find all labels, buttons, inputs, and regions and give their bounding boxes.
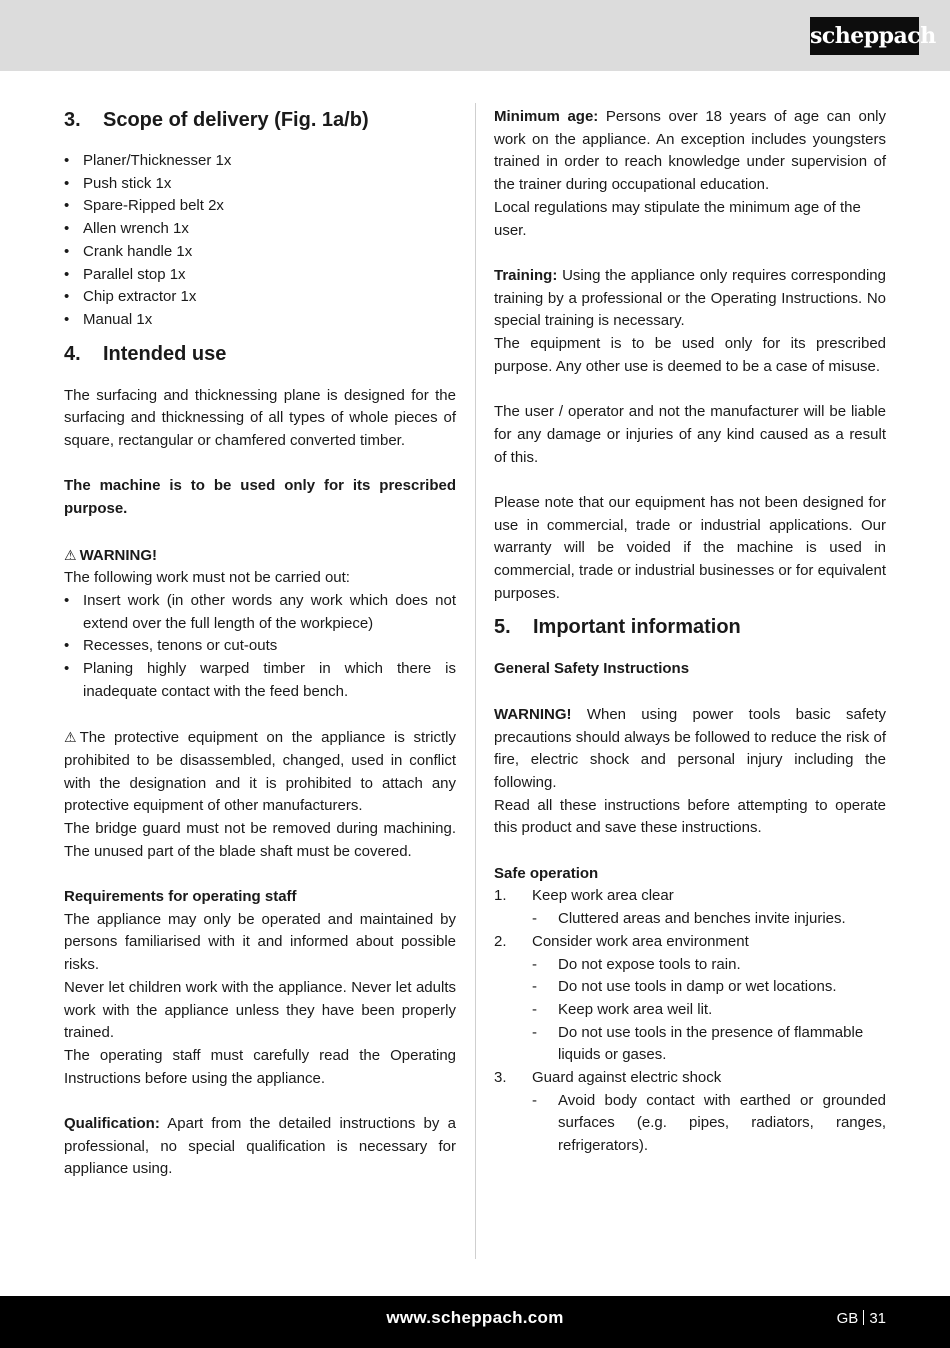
section-4-heading	[64, 340, 456, 368]
qualification-label: Qualification:	[64, 1115, 160, 1133]
list-item: • Chip extractor 1x	[64, 286, 456, 309]
minimum-age-paragraph	[494, 106, 886, 197]
list-item: • Crank handle 1x	[64, 241, 456, 264]
training-text: Using the appliance only requires corresponding training by a professional or the Operating Instructions. No special training is necessary.	[494, 266, 886, 330]
list-item: • Recesses, tenons or cut-outs	[64, 635, 456, 658]
sub-item: - Do not expose tools to rain.	[532, 954, 886, 977]
scheppach-logo: scheppach	[810, 17, 919, 55]
section-number: 3.	[64, 109, 81, 131]
left-column	[64, 106, 456, 1181]
local-regulations-paragraph: Local regulations may stipulate the minimum age of the user.	[494, 198, 861, 239]
section-number: 4.	[64, 342, 81, 365]
sub-list	[532, 908, 886, 931]
website-link[interactable]: www.scheppach.com	[386, 1308, 564, 1327]
commercial-use-paragraph: Please note that our equipment has not been designed for use in commercial, trade or industrial applications. Our warranty will be voided if the machine is used in commercial, trade or industrial businesses or for equivalent purposes.	[494, 493, 886, 602]
delivery-list	[64, 150, 456, 332]
prescribed-purpose-note: The machine is to be used only for its prescribed purpose.	[64, 477, 456, 518]
footer-bar	[0, 1296, 950, 1348]
warning-heading	[64, 544, 456, 568]
warning-intro: The following work must not be carried out:	[64, 569, 350, 587]
warning-label: WARNING!	[494, 705, 572, 723]
list-item: • Spare-Ripped belt 2x	[64, 195, 456, 218]
item-text: Consider work area environment	[532, 932, 749, 950]
sub-item: - Keep work area weil lit.	[532, 999, 886, 1022]
list-item	[494, 885, 886, 930]
sub-item: - Do not use tools in the presence of flammable liquids or gases.	[532, 1022, 886, 1067]
column-divider	[475, 103, 476, 1259]
list-item: • Planer/Thicknesser 1x	[64, 150, 456, 173]
section-3-heading	[64, 106, 456, 134]
general-safety-heading: General Safety Instructions	[494, 660, 690, 678]
page-indicator	[837, 1310, 886, 1327]
bridge-guard-paragraph: The bridge guard must not be removed during machining. The unused part of the blade shaft must be covered.	[64, 819, 456, 860]
sub-item: - Avoid body contact with earthed or grounded surfaces (e.g. pipes, radiators, ranges, refrigerators).	[532, 1090, 886, 1158]
requirements-heading: Requirements for operating staff	[64, 888, 297, 906]
page-number: 31	[869, 1310, 886, 1327]
safe-operation-list	[494, 885, 886, 1157]
intended-use-paragraph: The surfacing and thicknessing plane is designed for the surfacing and thicknessing of all types of whole pieces of square, rectangular or chamfered converted timber.	[64, 386, 456, 450]
warning-list	[64, 590, 456, 704]
equipment-use-paragraph: The equipment is to be used only for its prescribed purpose. Any other use is deemed to be a case of misuse.	[494, 335, 886, 375]
warning-title: WARNING!	[79, 546, 158, 564]
item-text: Guard against electric shock	[532, 1069, 722, 1087]
protective-equipment-paragraph	[64, 726, 456, 818]
warning-text: When using power tools basic safety precautions should always be followed to reduce the risk of fire, electric shock and personal injury including the following.	[494, 705, 886, 791]
sub-item: - Do not use tools in damp or wet locations.	[532, 976, 886, 999]
list-item: • Parallel stop 1x	[64, 264, 456, 287]
list-item: • Insert work (in other words any work which does not extend over the full length of the workpiece)	[64, 590, 456, 635]
language-code: GB	[836, 1310, 859, 1327]
qualification-paragraph	[64, 1113, 456, 1181]
minimum-age-text: Persons over 18 years of age can only work on the appliance. An exception includes youngsters trained in order to reach knowledge under supervision of the trainer during occupational education.	[494, 108, 887, 194]
list-item: • Push stick 1x	[64, 173, 456, 196]
list-item: • Manual 1x	[64, 309, 456, 332]
list-item: • Allen wrench 1x	[64, 218, 456, 241]
liability-paragraph: The user / operator and not the manufacturer will be liable for any damage or injuries of any kind caused as a result of this.	[494, 403, 886, 466]
warning-paragraph	[494, 704, 886, 795]
warning-triangle-icon: ⚠	[64, 546, 77, 563]
training-paragraph	[494, 265, 886, 333]
page-separator	[863, 1310, 864, 1325]
list-item	[494, 931, 886, 1067]
safe-operation-heading: Safe operation	[494, 864, 599, 882]
section-title: Intended use	[103, 342, 227, 365]
right-column	[494, 106, 886, 1158]
item-text: Keep work area clear	[532, 887, 674, 905]
paragraph-text: The protective equipment on the appliance is strictly prohibited to be disassembled, changed, used in conflict with the designation and it is prohibited to attach any protective equipment of other manufacturers.	[64, 729, 456, 815]
read-instructions-paragraph: Read all these instructions before attempting to operate this product and save these instructions.	[494, 796, 886, 837]
item-number: 2.	[494, 932, 507, 950]
section-5-heading	[494, 613, 886, 641]
minimum-age-label: Minimum age:	[494, 108, 599, 125]
list-item	[494, 1067, 886, 1158]
item-number: 1.	[494, 887, 507, 905]
qualification-text: Apart from the detailed instructions by a professional, no special qualification is necessary for appliance using.	[64, 1115, 456, 1178]
section-title: Important information	[533, 616, 741, 639]
requirements-paragraph-2: Never let children work with the appliance. Never let adults work with the appliance unless they have been properly trained.	[64, 978, 456, 1042]
item-number: 3.	[494, 1069, 507, 1087]
section-title: Scope of delivery (Fig. 1a/b)	[103, 109, 369, 131]
sub-list	[532, 1090, 886, 1158]
requirements-paragraph-1: The appliance may only be operated and maintained by persons familiarised with it and informed about possible risks.	[64, 910, 456, 974]
training-label: Training:	[494, 266, 558, 284]
section-number: 5.	[494, 616, 511, 639]
sub-item: - Cluttered areas and benches invite injuries.	[532, 908, 886, 931]
warning-triangle-icon: ⚠	[64, 729, 77, 746]
sub-list	[532, 954, 886, 1068]
header-bar	[0, 0, 950, 71]
list-item: • Planing highly warped timber in which there is inadequate contact with the feed bench.	[64, 658, 456, 703]
requirements-paragraph-3: The operating staff must carefully read the Operating Instructions before using the appliance.	[64, 1046, 456, 1087]
